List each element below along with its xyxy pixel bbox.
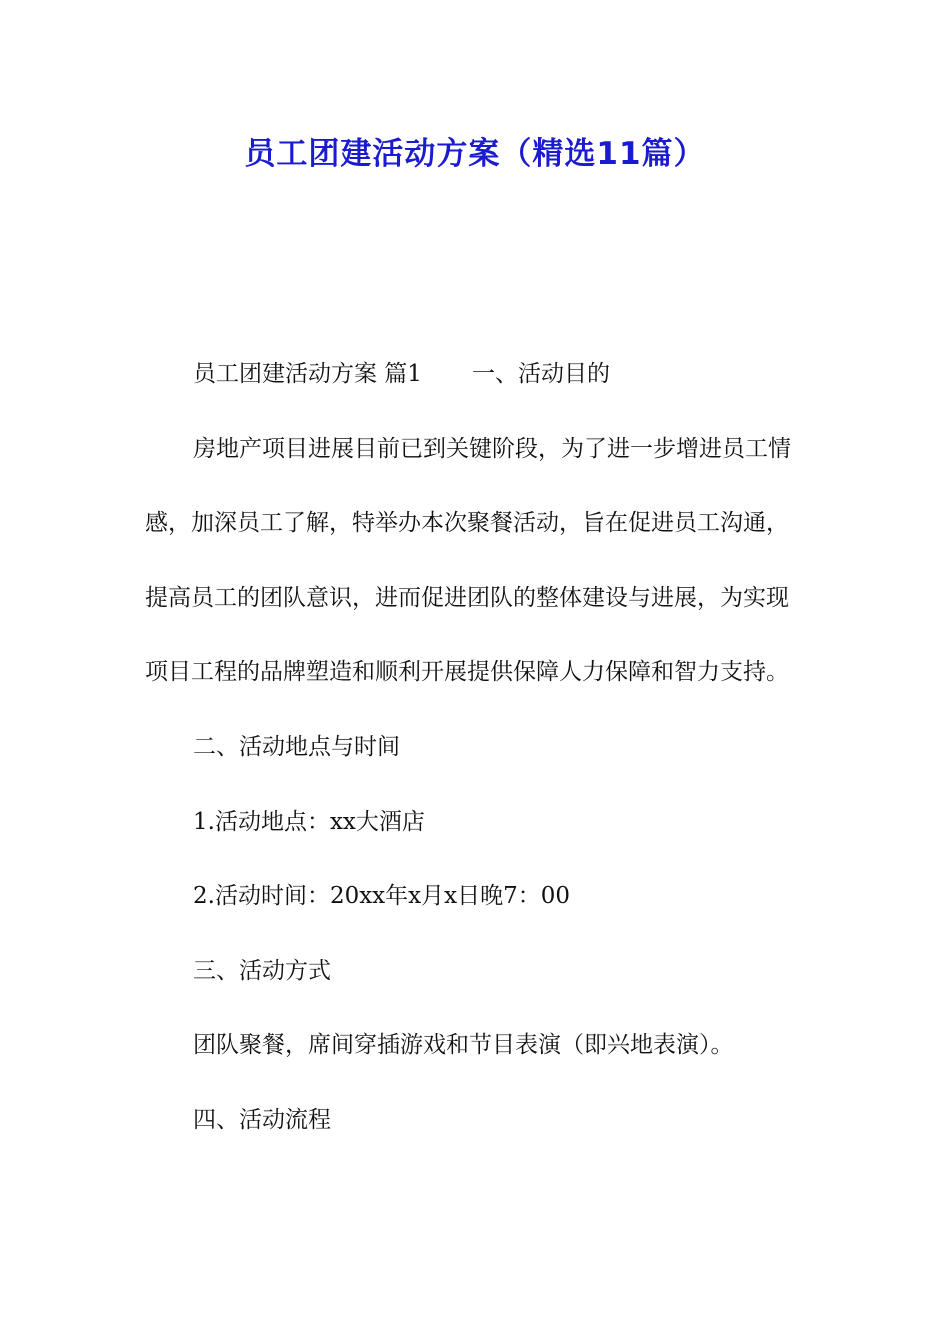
document-body xyxy=(145,337,809,1158)
paragraph-method: 团队聚餐，席间穿插游戏和节目表演（即兴地表演）。 xyxy=(193,1032,734,1059)
list-item-location: 1.活动地点：xx大酒店 xyxy=(193,808,425,835)
list-item-time: 2.活动时间：20xx年x月x日晚7：00 xyxy=(193,883,570,910)
section-title-location-time: 二、活动地点与时间 xyxy=(193,733,400,760)
section-heading-line xyxy=(145,337,809,412)
paragraph-purpose: 房地产项目进展目前已到关键阶段，为了进一步增进员工情感，加深员工了解，特举办本次聚餐活动，旨在促进员工沟通，提高员工的团队意识，进而促进团队的整体建设与进展，为实现项目工程的品牌塑造和顺利开展提供保障人力保障和智力支持。 xyxy=(145,435,791,686)
section-title-process: 四、活动流程 xyxy=(193,1106,331,1133)
section-title-purpose: 一、活动目的 xyxy=(471,361,610,387)
section-title-method: 三、活动方式 xyxy=(193,957,331,984)
document-title: 员工团建活动方案（精选11篇） xyxy=(244,136,706,172)
article-label: 员工团建活动方案 篇1 xyxy=(193,361,422,387)
